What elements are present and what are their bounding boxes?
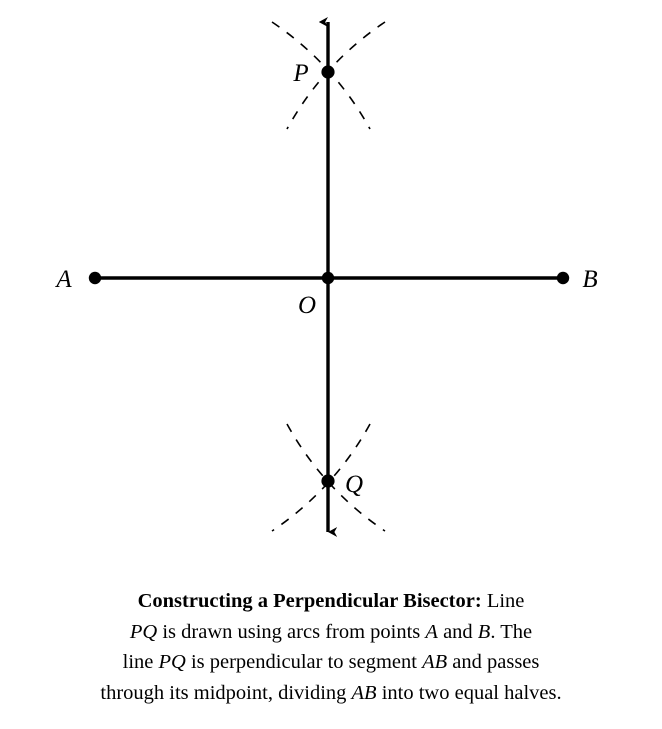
caption-var-ab: AB — [422, 651, 448, 673]
label-o: O — [297, 292, 317, 319]
arc-from-A-upper — [272, 22, 370, 129]
arc-from-B-lower — [287, 424, 385, 531]
caption-line3-tail: and passes — [452, 651, 540, 673]
caption-line2-text: is drawn using arcs from points — [162, 620, 421, 643]
caption-var-pq: PQ — [129, 620, 158, 643]
point-b-dot — [557, 272, 569, 284]
caption-line1-rest: Line — [486, 590, 525, 612]
caption-var-a: A — [425, 620, 438, 643]
caption-line3-text: is perpendicular to segment — [190, 651, 417, 673]
label-p: P — [293, 60, 309, 87]
caption-var-ab-2: AB — [351, 681, 377, 704]
caption-line4-tail: into two equal halves. — [381, 681, 562, 704]
label-a: A — [56, 266, 72, 293]
caption-line-3 — [0, 647, 662, 678]
caption-line-1 — [0, 586, 662, 617]
figure-caption — [0, 586, 662, 708]
caption-line2-and: and — [443, 620, 473, 643]
label-q: Q — [344, 471, 364, 498]
point-q-dot — [321, 474, 334, 487]
caption-var-pq-2: PQ — [158, 651, 186, 673]
caption-line4-lead: through its midpoint, dividing — [100, 681, 347, 704]
caption-line-4 — [0, 678, 662, 709]
point-o-dot — [322, 272, 334, 284]
caption-line-2 — [0, 617, 662, 648]
caption-var-b: B — [477, 620, 491, 643]
point-a-dot — [89, 272, 101, 284]
label-b: B — [582, 266, 598, 293]
point-p-dot — [321, 65, 334, 78]
caption-line3-lead: line — [122, 651, 154, 673]
caption-line2-tail: . The — [490, 620, 533, 643]
caption-lead: Constructing a Perpendicular Bisector: — [137, 590, 482, 612]
